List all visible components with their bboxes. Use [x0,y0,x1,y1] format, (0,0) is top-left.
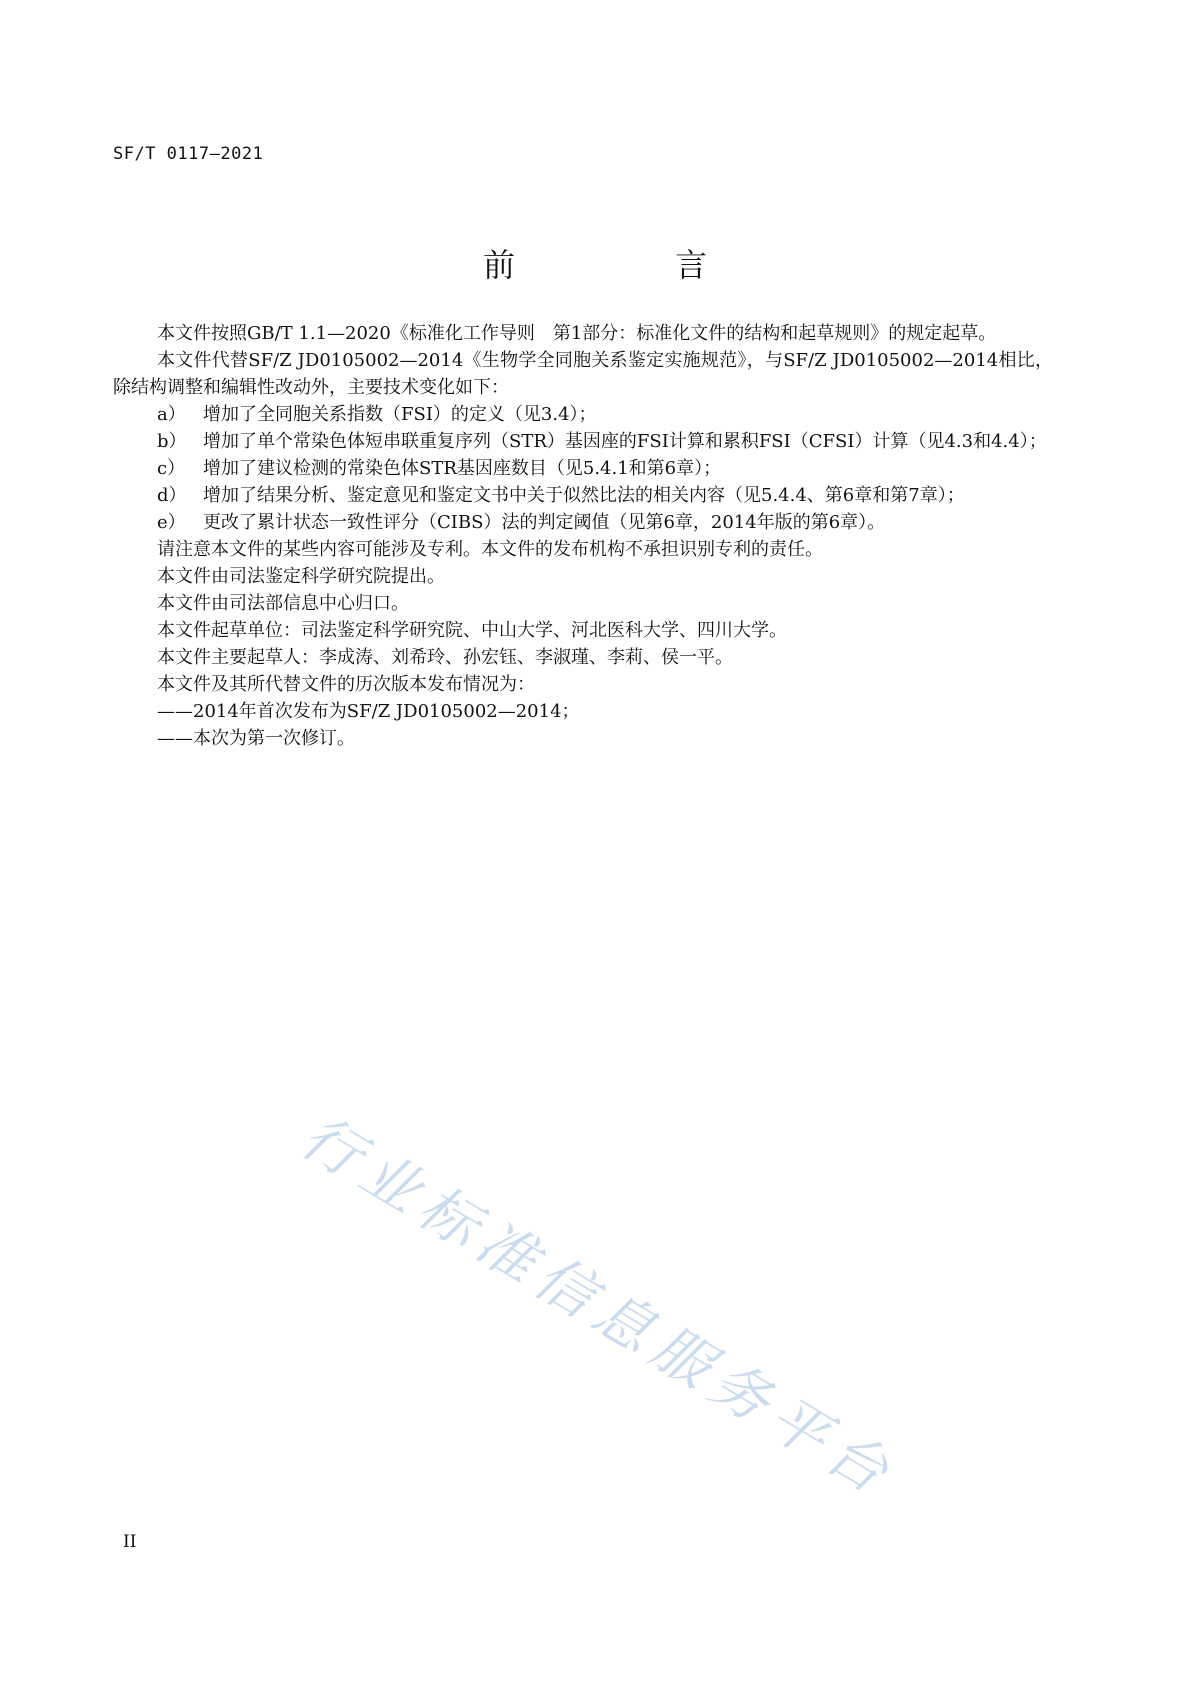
list-item [113,401,1053,428]
list-item-label: c） [157,458,186,479]
proposer-statement: 本文件由司法鉴定科学研究院提出。 [157,566,445,587]
list-item [113,482,1053,509]
list-item-text: 增加了单个常染色体短串联重复序列（STR）基因座的FSI计算和累积FSI（CFSI）计算（见4.3和4.4）； [203,431,1047,452]
history-item: ——2014年首次发布为SF/Z JD0105002—2014； [157,701,580,722]
list-item-label: a） [157,404,186,425]
list-item-label: e） [157,512,186,533]
list-item-text: 更改了累计状态一致性评分（CIBS）法的判定阈值（见第6章，2014年版的第6章）。 [203,512,886,533]
administrator-statement: 本文件由司法部信息中心归口。 [157,593,409,614]
watermark: 行业标准信息服务平台 [289,1102,908,1511]
history-item: ——本次为第一次修订。 [157,728,355,749]
list-item [113,509,1053,536]
list-item-label: d） [157,485,187,506]
patent-statement: 请注意本文件的某些内容可能涉及专利。本文件的发布机构不承担识别专利的责任。 [157,539,823,560]
page-title: 前 言 [482,246,771,284]
drafting-units-statement: 本文件起草单位：司法鉴定科学研究院、中山大学、河北医科大学、四川大学。 [157,620,787,641]
document-code: SF/T 0117—2021 [113,144,264,164]
replacement-paragraph: 本文件代替SF/Z JD0105002—2014《生物学全同胞关系鉴定实施规范》，与SF/Z JD0105002—2014相比，除结构调整和编辑性改动外，主要技术变化如下： [113,350,1053,398]
history-intro: 本文件及其所代替文件的历次版本发布情况为： [157,674,535,695]
drafting-basis-paragraph: 本文件按照GB/T 1.1—2020《标准化工作导则 第1部分：标准化文件的结构和起草规则》的规定起草。 [157,323,997,344]
page-number: II [123,1532,137,1552]
list-item-label: b） [157,431,187,452]
drafters-statement: 本文件主要起草人：李成涛、刘希玲、孙宏钰、李淑瑾、李莉、侯一平。 [157,647,733,668]
foreword-body [113,320,1053,752]
list-item-text: 增加了全同胞关系指数（FSI）的定义（见3.4）； [203,404,597,425]
list-item-text: 增加了结果分析、鉴定意见和鉴定文书中关于似然比法的相关内容（见5.4.4、第6章和第7章）； [203,485,965,506]
list-item-text: 增加了建议检测的常染色体STR基因座数目（见5.4.1和第6章）； [203,458,722,479]
list-item [113,428,1053,455]
list-item [113,455,1053,482]
